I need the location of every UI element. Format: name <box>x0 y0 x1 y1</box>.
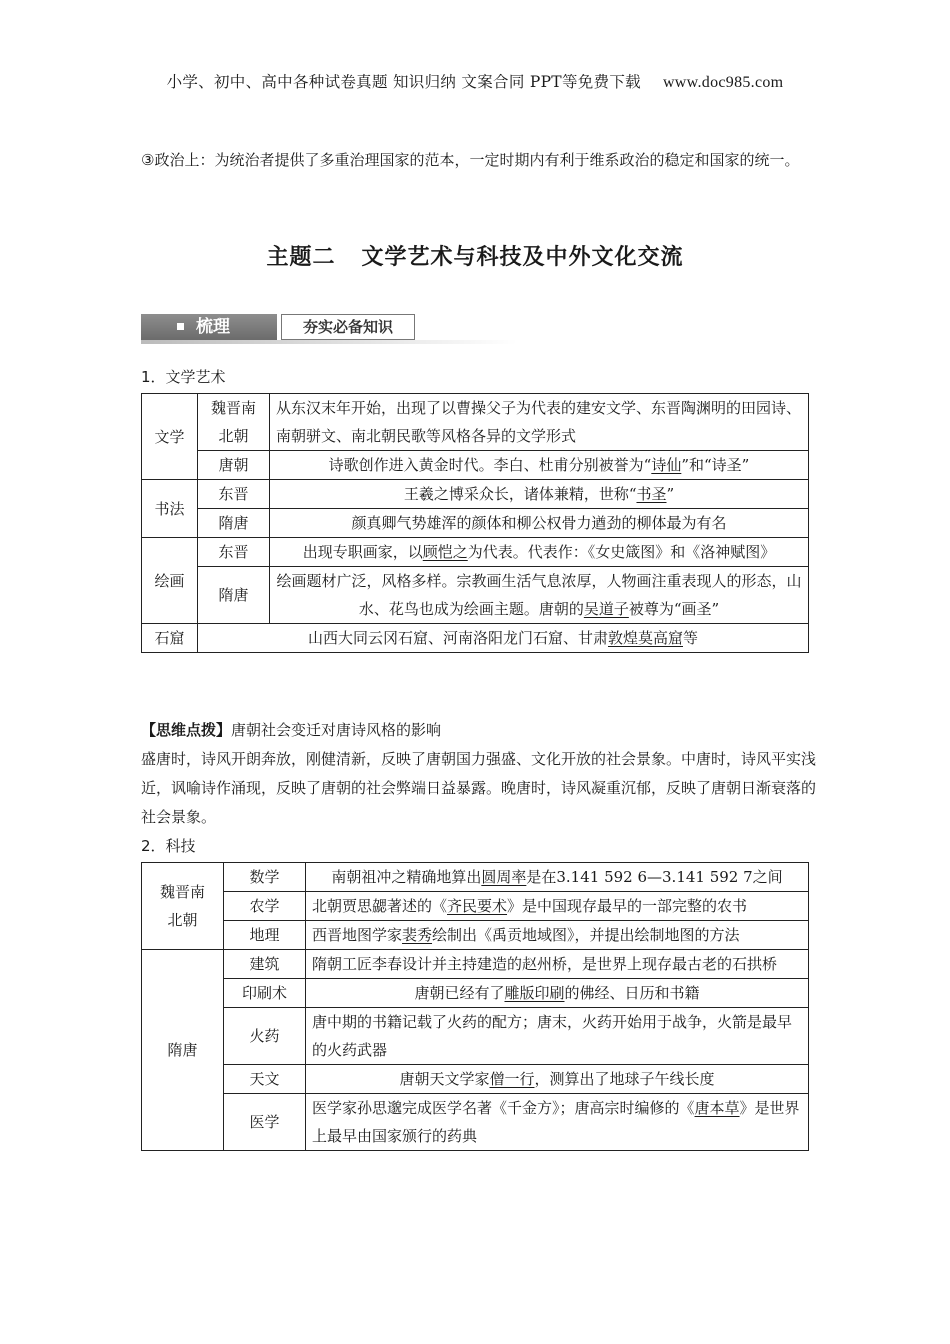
tips-heading-line <box>141 716 817 745</box>
table-row <box>142 538 809 567</box>
table-row <box>142 921 809 950</box>
content-cell: 隋朝工匠李春设计并主持建造的赵州桥，是世界上现存最古老的石拱桥 <box>306 950 809 979</box>
table-row <box>142 892 809 921</box>
table-row <box>142 950 809 979</box>
content-cell: 出现专职画家，以顾恺之为代表。代表作：《女史箴图》和《洛神赋图》 <box>270 538 809 567</box>
literature-art-table <box>141 393 809 653</box>
content-cell: 王羲之博采众长，诸体兼精，世称“书圣” <box>270 480 809 509</box>
underlined-term: 诗仙 <box>651 456 682 474</box>
science-tech-table <box>141 862 809 1151</box>
content-cell: 唐朝天文学家僧一行，测算出了地球子午线长度 <box>306 1065 809 1094</box>
tips-heading: 唐朝社会变迁对唐诗风格的影响 <box>231 721 442 739</box>
underlined-term: 僧一行 <box>489 1070 535 1088</box>
content-cell: 从东汉末年开始，出现了以曹操父子为代表的建安文学、东晋陶渊明的田园诗、南朝骈文、南北朝民歌等风格各异的文学形式 <box>270 394 809 451</box>
underlined-term: 齐民要术 <box>447 897 508 915</box>
header-text: 小学、初中、高中各种试卷真题 知识归纳 文案合同 PPT等免费下载 <box>166 73 641 91</box>
table-row <box>142 1008 809 1065</box>
underlined-term: 敦煌莫高窟 <box>607 629 683 647</box>
period-cell: 魏晋南北朝 <box>198 394 270 451</box>
banner-dark-tab <box>141 314 277 340</box>
era-suitang: 隋唐 <box>142 950 224 1151</box>
field-cell: 医学 <box>224 1094 306 1151</box>
field-cell: 农学 <box>224 892 306 921</box>
page-header <box>0 70 950 92</box>
title-text: 文学艺术与科技及中外文化交流 <box>361 245 684 270</box>
title-number: 主题二 <box>266 245 336 270</box>
period-cell: 唐朝 <box>198 451 270 480</box>
period-cell: 隋唐 <box>198 509 270 538</box>
field-cell: 建筑 <box>224 950 306 979</box>
header-url[interactable]: www.doc985.com <box>662 74 784 91</box>
section1-label: 1．文学艺术 <box>141 368 226 386</box>
cat-grotto: 石窟 <box>142 624 198 653</box>
square-bullet-icon <box>177 323 184 330</box>
table-row <box>142 863 809 892</box>
content-cell: 北朝贾思勰著述的《齐民要术》是中国现存最早的一部完整的农书 <box>306 892 809 921</box>
topic-title <box>0 240 950 271</box>
banner-dark-label: 梳理 <box>196 317 230 337</box>
underlined-term: 圆周率 <box>481 868 527 886</box>
content-cell: 山西大同云冈石窟、河南洛阳龙门石窟、甘肃敦煌莫高窟等 <box>198 624 809 653</box>
content-cell: 南朝祖冲之精确地算出圆周率是在3.141 592 6—3.141 592 7之间 <box>306 863 809 892</box>
tips-body: 盛唐时，诗风开朗奔放，刚健清新，反映了唐朝国力强盛、文化开放的社会景象。中唐时，诗风平实浅近，讽喻诗作涌现，反映了唐朝的社会弊端日益暴露。晚唐时，诗风凝重沉郁，反映了唐朝日渐衰落的社会景象。 <box>141 750 817 826</box>
content-cell: 唐朝已经有了雕版印刷的佛经、日历和书籍 <box>306 979 809 1008</box>
content-cell: 诗歌创作进入黄金时代。李白、杜甫分别被誉为“诗仙”和“诗圣” <box>270 451 809 480</box>
cat-painting: 绘画 <box>142 538 198 624</box>
underlined-term: 顾恺之 <box>422 543 468 561</box>
banner-underline <box>141 340 517 344</box>
table-row <box>142 979 809 1008</box>
table-row <box>142 509 809 538</box>
table-row <box>142 480 809 509</box>
table-row <box>142 624 809 653</box>
field-cell: 地理 <box>224 921 306 950</box>
intro-paragraph: ③政治上：为统治者提供了多重治理国家的范本，一定时期内有利于维系政治的稳定和国家的统一。 <box>141 151 800 169</box>
field-cell: 数学 <box>224 863 306 892</box>
content-cell: 颜真卿气势雄浑的颜体和柳公权骨力遒劲的柳体最为有名 <box>270 509 809 538</box>
banner-light-label: 夯实必备知识 <box>281 314 415 340</box>
era-wjnbc: 魏晋南北朝 <box>142 863 224 950</box>
content-cell: 医学家孙思邈完成医学名著《千金方》；唐高宗时编修的《唐本草》是世界上最早由国家颁行的药典 <box>306 1094 809 1151</box>
field-cell: 天文 <box>224 1065 306 1094</box>
table-row <box>142 451 809 480</box>
cat-literature: 文学 <box>142 394 198 480</box>
content-cell: 唐中期的书籍记载了火药的配方；唐末，火药开始用于战争，火箭是最早的火药武器 <box>306 1008 809 1065</box>
table-row <box>142 394 809 451</box>
underlined-term: 裴秀 <box>402 926 433 944</box>
thinking-tips <box>141 716 817 832</box>
underlined-term: 唐本草 <box>694 1099 740 1117</box>
cat-calligraphy: 书法 <box>142 480 198 538</box>
period-cell: 东晋 <box>198 538 270 567</box>
table-row <box>142 1065 809 1094</box>
period-cell: 东晋 <box>198 480 270 509</box>
tips-tag: 【思维点拨】 <box>141 721 232 739</box>
content-cell: 西晋地图学家裴秀绘制出《禹贡地域图》，并提出绘制地图的方法 <box>306 921 809 950</box>
period-cell: 隋唐 <box>198 567 270 624</box>
table-row <box>142 567 809 624</box>
underlined-term: 吴道子 <box>583 600 629 618</box>
underlined-term: 书圣 <box>636 485 667 503</box>
content-cell: 绘画题材广泛，风格多样。宗教画生活气息浓厚，人物画注重表现人的形态，山水、花鸟也成为绘画主题。唐朝的吴道子被尊为“画圣” <box>270 567 809 624</box>
table-row <box>142 1094 809 1151</box>
underlined-term: 雕版印刷 <box>504 984 565 1002</box>
section2-label: 2．科技 <box>141 837 196 855</box>
field-cell: 印刷术 <box>224 979 306 1008</box>
section-banner <box>141 312 517 344</box>
field-cell: 火药 <box>224 1008 306 1065</box>
